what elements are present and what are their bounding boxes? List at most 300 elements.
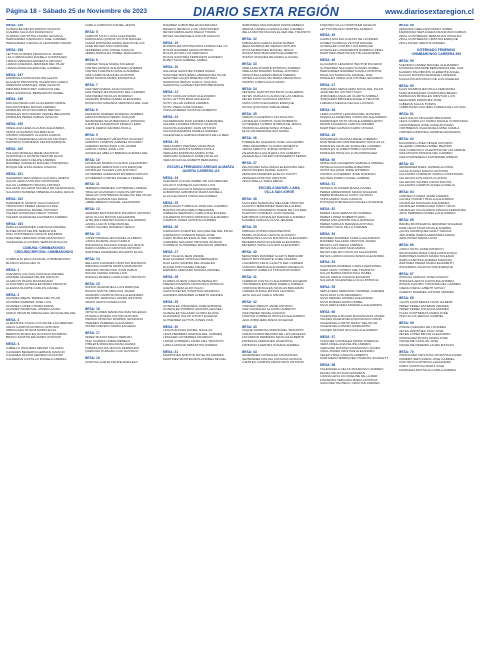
mesa-number: MESA: 31 xyxy=(163,349,179,354)
mesa-number: MESA: 41 xyxy=(241,275,257,280)
voter-name: MELLA MAYOR MACIAS ELCER DEL TRANSITO xyxy=(241,31,311,35)
mesa-number: MESA: 43 xyxy=(241,324,257,329)
voter-name: GONZALEZ VALDES LUIS ANTONIO xyxy=(84,169,137,173)
mesa-number: MESA: 66 xyxy=(398,243,414,248)
mesa-number: MESA: 68 xyxy=(398,296,414,301)
voter-name: GUAJARDO SALAZ JUDITH EUGENIA xyxy=(163,315,218,319)
voter-name: MORALES ARAYA CAROLINA ANDREA xyxy=(398,279,455,283)
voter-name: OSORIO GUTIERREZ JOSE RODRIGO xyxy=(320,172,376,176)
voter-name: VALENZUELA LUCERO SEBASTIAN ELIAS xyxy=(6,240,68,244)
voter-name: VERA PARRY PERSIDA VALENTINA xyxy=(163,144,215,148)
mesa-block xyxy=(85,208,161,229)
voter-name: GARRIDO RIBARREN ALBERTO ANDRES xyxy=(163,293,223,297)
voter-name: DIAZ MUÑOZ ROSANA DEL CARMEN xyxy=(398,152,453,156)
voter-name: FUENTES ALAVERDIAN FRANCO ERIC xyxy=(84,123,142,127)
voter-name: AGURTO HERNANDEZ MARCELA ALENA xyxy=(241,205,302,209)
voter-name: LILLO ARRIAGADA DANIELA CONSTANZA xyxy=(6,56,67,60)
voter-name: TRONCOSO MIRANDA VERONICA DEL CAR xyxy=(84,102,149,106)
section-heading-block xyxy=(399,49,475,57)
voter-name: TAPIA RAMIREZ CRISTIAN ALBERTO xyxy=(163,109,217,113)
voter-name: VERGARA ORELLANA MARIA ISABEL xyxy=(398,27,453,31)
mesa-block xyxy=(399,219,475,240)
voter-name: VALENZUELA ORTIZ JENNY DEL PILAR xyxy=(320,321,378,325)
voter-name: LEPIJANDE PARRA FERNANDA MARIA xyxy=(398,233,455,237)
voter-name: GUZMAN CRYSTHALI IMARA GIOVANA xyxy=(6,34,63,38)
mesa-block xyxy=(6,74,82,95)
mesa-number: MESA: 18 xyxy=(84,356,100,361)
voter-name: VALENZUELA AGUILERA LUIS ALBERTO xyxy=(241,151,301,155)
mesa-number: MESA: 55 xyxy=(320,285,336,290)
mesa-number: MESA: 11 xyxy=(84,182,100,187)
mesa-number: MESA: 2 xyxy=(6,292,20,297)
voter-name: VIDAL CONTRERAS SEBASTIAN OSVALDO xyxy=(398,34,462,38)
mesa-block xyxy=(163,226,239,247)
voter-name: GONZALEZ ABELLO BRENDA AURORA DEL xyxy=(84,151,149,155)
voter-name: REYES VARGAS CLAUDIA DE LAS MERCE xyxy=(241,94,304,98)
voter-name: GALAZ CORNEJO VALENTINA SCARLET xyxy=(84,137,144,141)
voter-name: LEPE PAVEZ MARIA LUISA xyxy=(398,237,438,241)
voter-name: DIAZ GONZALEZ CLAUDIO ALBERTO xyxy=(241,308,296,312)
voter-name: SANCHEZ PACHECO CRISTIAN ANDRES xyxy=(320,382,380,386)
voter-name: GONZALEZ SALAZAR GLORIA ELIANA xyxy=(163,311,219,315)
voter-name: MIRANDA PINOCHET CAROLINA DEL xyxy=(6,88,61,91)
mesa-number: MESA: 158 xyxy=(6,97,24,102)
mesa-number: MESA: 58 xyxy=(398,24,414,27)
voter-name: BARRAGAN MORALES CRISTIAN LUIS xyxy=(398,95,455,99)
mesa-block xyxy=(6,123,82,144)
voter-name: SAAVEDRA RAMIREZ CAMILA FERNANDA xyxy=(320,265,382,269)
voter-name: GARRIDO BASCUÑAN LUIS JAVIER xyxy=(84,144,137,148)
mesa-block xyxy=(85,183,161,204)
column-4 xyxy=(242,24,318,666)
mesa-block xyxy=(242,88,318,109)
mesa-number: MESA: 46 xyxy=(320,58,336,63)
voter-name: HERNANDEZ RAMIREZ CAMILA CRISTINA xyxy=(320,70,382,74)
voter-name: LORCA DUARTE JUAN CAMILO xyxy=(84,240,131,244)
voter-name: NAVARRO VERDUGO JAVIER ANTONIO xyxy=(84,297,143,301)
voter-name: CORREA TAGLE MARIA SOLEDAD xyxy=(84,63,135,67)
voter-name: VIDAL CONTRERAS CRISTIAN ENRIQUE xyxy=(398,38,458,42)
voter-list-columns xyxy=(6,24,474,666)
voter-name: LIZANA QUEZADA JENIFFER DEL PILAR xyxy=(6,63,65,67)
mesa-block xyxy=(163,141,239,162)
voter-name: MORALES AGUILAR SONIA DEL CARMEN xyxy=(320,144,381,148)
voter-name: ALCANTARA GONZALEZ MARIA FRANCIA xyxy=(6,283,67,287)
voter-name: VALDES VALENZUELA ESTEBAN ANDRES xyxy=(6,215,68,219)
voter-name: DIAZ SEPULVEDA JUAN IGNACIO xyxy=(84,87,134,91)
voter-name: CARO MORALES ESGLIO DEL CARMEN xyxy=(163,237,222,241)
voter-name: ALIAS MANRIQUEZ PAULA FERNANDA xyxy=(398,88,456,92)
voter-name: RAMIREZ ARAYA FELIPE ANDRES xyxy=(6,158,56,162)
voter-name: PORRAS ROJAS MATIAS FERNANDO xyxy=(84,346,140,350)
mesa-number: MESA: 157 xyxy=(6,72,24,77)
voter-name: CACERES MUÑOZ GERMAN ALFONSO xyxy=(6,354,64,358)
voter-name: GUTIERREZ OVIEDO ROMINA DE JESUS xyxy=(241,123,302,127)
voter-name: DIAZ PEREZ NICOLAS RODRIGO xyxy=(84,94,133,98)
voter-name: ROJAS RAMIREZ MARIA PATRICIA xyxy=(163,48,214,52)
voter-name: LOPAR CORDERO JANET DEL TRANSITO xyxy=(163,340,224,344)
mesa-number: MESA: 20 xyxy=(163,65,179,70)
mesa-block xyxy=(399,163,475,188)
mesa-block xyxy=(163,301,239,322)
voter-name: VALENZUELA TOLEDO MONSERRAT FERNA xyxy=(241,155,307,159)
voter-name: ARRIAGADA QUIROZ VICTOR MANUEL xyxy=(84,38,142,42)
voter-name: ARRIAGA COPPA DIANA BEATRIZ xyxy=(241,230,291,234)
voter-name: RUBIO CRISTOSA MARIA JOSE xyxy=(398,365,445,368)
mesa-block xyxy=(6,223,82,244)
voter-name: CABELLO PEQUEÑA MIRIAM YOLANDA xyxy=(6,347,64,351)
voter-name: ALBORNOZ GONZALEZ MARCELA ANDREA xyxy=(241,215,306,219)
voter-name: LAGOS CONTRERAS HANS GILBERT xyxy=(398,301,453,305)
mesa-number: MESA: 7 xyxy=(84,83,98,88)
mesa-block xyxy=(320,24,396,31)
voter-name: BRAVO BUSTAMANTE LORE VALERIA xyxy=(241,258,297,262)
mesa-number: MESA: 67 xyxy=(398,271,414,276)
mesa-number: MESA: 160 xyxy=(6,147,24,152)
voter-name: CORNEJO MIRANDA JAZMINE FERNANDA xyxy=(398,130,461,134)
mesa-block xyxy=(6,49,82,70)
voter-name: BLANCO ESCALADA 70 xyxy=(6,261,41,265)
voter-name: MEZA SANDOVAL BERNARDITA ISABEL xyxy=(6,91,64,95)
mesa-block xyxy=(163,42,239,63)
voter-name: LEIVA HERRERA MARISOLDEL CARMEN xyxy=(163,332,223,336)
voter-name: LIZANA VERGARA ERNESTO ARTURO xyxy=(6,59,62,63)
voter-name: ROJAS SANCHEZ FERNANDO ALFREDO xyxy=(163,55,223,59)
mesa-number: MESA: 39 xyxy=(241,225,257,230)
voter-name: PEREZ LEIVA SEBASTIAN ANDRES xyxy=(320,211,372,215)
mesa-number: MESA: 27 xyxy=(163,250,179,255)
mesa-number: MESA: 48 xyxy=(320,107,336,112)
mesa-block xyxy=(163,276,239,297)
section-heading-block xyxy=(6,247,82,255)
voter-name: LOBOS VALDES RODRIGO JESUS xyxy=(84,226,135,230)
voter-name: CARRASCO VIVEROS MARIA JOSE xyxy=(163,233,215,237)
voter-name: GUERRA SALJUAN FRANCISCO xyxy=(6,31,53,35)
mesa-number: MESA: 15 xyxy=(84,281,100,286)
voter-name: CABEZAS SERRANO CAMILA MAGDALENA xyxy=(163,212,227,216)
voter-name: VALDES ALVAREZ FRANCO IGNACIO xyxy=(163,123,218,127)
voter-name: ORELLANA CALDERON MARCELA ANDREA xyxy=(320,162,384,166)
mesa-number: MESA: 56 xyxy=(320,310,336,315)
voter-name: NAVARRO BARRA ISABEL ALEJANDRA xyxy=(84,98,142,102)
voter-name: GONZALEZ MORAN CLAUDIO ALEJANDRO xyxy=(84,162,148,166)
voter-name: HIDALGO SANDOVAL MANUEL NOE xyxy=(320,73,373,77)
voter-name: CORREA ZUÑIGA MATIAS ALFONSO xyxy=(241,290,295,294)
mesa-block xyxy=(163,326,239,347)
voter-name: MUÑOZ DIAZ MARGARITA ELIZABETH xyxy=(241,52,298,56)
voter-name: PEREZ LOPEZ ROBERTO ERIC xyxy=(320,215,366,219)
voter-name: MALDONADO BAEZ CARLA FRANCISCA xyxy=(398,251,458,255)
voter-name: CARRERA SALAZAR CRISTIAN IGNACIO xyxy=(163,240,223,244)
voter-name: ACEVEDO GOMEZ MANUEL ALEJANDRO xyxy=(398,63,459,67)
mesa-block xyxy=(242,198,318,223)
voter-name: REYES DEL RIO NICOLAS ALEJANDRO xyxy=(320,251,378,254)
mesa-block xyxy=(85,24,161,28)
mesa-block xyxy=(399,322,475,347)
voter-name: ARIAS CAMPOS PATRICIO ANTONIO xyxy=(6,325,60,329)
mesa-block xyxy=(320,286,396,307)
voter-name: JORQUERA BRIONES ANGELO HECTOR xyxy=(320,98,380,102)
voter-name: DIAZ PEREZ MAXIMILIANO DEL CARMEN xyxy=(84,91,145,95)
voter-name: ORELLANA LEMA CLAUDIA ALEJANDRA xyxy=(6,127,65,131)
voter-name: RAMIREZ LOBOS BELEN ESTEFANIA xyxy=(163,24,218,27)
voter-name: SERRANO MORALES JOSE IGNACIO xyxy=(6,84,61,88)
voter-name: ORELLANA PARAMO DANIEL ANTONIO xyxy=(241,70,299,74)
voter-name: SALINAS PARDO ANGEL GABRIEL xyxy=(320,176,371,180)
mesa-number: MESA: 9 xyxy=(84,132,98,137)
voter-name: SOTO CATALAN DAVID ALEJANDRO xyxy=(163,94,216,98)
voter-name: RODRIGUEZ MONTECINOS NORMA DEL CA xyxy=(163,45,228,49)
voter-name: AZAR MANRIQUEZ CONSTANZA BELEN xyxy=(398,91,457,95)
voter-name: DONOSO CORNEJO NICOLAS ALEJANDRO xyxy=(241,315,305,319)
voter-name: VERGARA ESPINOZA MARIA JOSE xyxy=(163,151,214,155)
mesa-block xyxy=(242,38,318,59)
voter-name: GONZALEZ CASTRO LUIS ENRIQUE xyxy=(320,45,374,49)
voter-name: LAGOS MANRIQUEZ LESLY ORIANA xyxy=(398,230,452,234)
voter-name: MORALES GUARDIO PABLO ANTONIO xyxy=(320,148,377,152)
voter-name: HIDALGO CONTRERAS ANGELICA DEL PILAR xyxy=(84,194,152,198)
mesa-block xyxy=(85,134,161,155)
voter-name: FUENTES CAMPOS FRANCISCO ANTONIO xyxy=(241,361,305,365)
mesa-block xyxy=(85,283,161,304)
voter-name: MELLADO FAUNDEZ CRISTIAN MAURICIO xyxy=(84,261,147,265)
mesa-block xyxy=(320,84,396,105)
voter-name: SALAS URZUA CARLOS EUGENIO xyxy=(320,275,371,279)
voter-name: ACEVEDO CALIXAS CATALINA ANDREA xyxy=(6,272,64,276)
voter-name: RETAMAL SANTOS PATRICIO GUILLERMO xyxy=(241,91,304,95)
mesa-block xyxy=(85,159,161,180)
voter-name: GAETE CERDA SANDRA PAOLA xyxy=(84,126,132,130)
voter-name: SANDOVAL GUZMAN BAYRON BENJAMIN xyxy=(163,84,224,88)
voter-name: CONTRERAS VALENZUELA MINA CAMILA xyxy=(398,127,460,131)
voter-name: TORREALBA QUEZADA JOSE GUILLERMO xyxy=(241,141,304,145)
mesa-block xyxy=(242,301,318,322)
voter-name: MORALES HIDALGO LUIS RODRIGUEZ xyxy=(320,151,378,155)
voter-name: LORCA SOTO JAIME PATRICIO xyxy=(398,247,444,251)
voter-name: MIRANDA TRONCOSO JUAN PABLO xyxy=(84,268,138,272)
voter-name: SAAVEDRA SEPULVEDA CLAUDIA LORETO xyxy=(6,176,70,180)
voter-name: RODRIGUEZ ROJAS MARIA JOSE xyxy=(398,336,448,340)
voter-name: FIGUEROA VERGARA MARIA CRISTINA xyxy=(320,378,378,382)
mesa-block xyxy=(85,59,161,80)
voter-name: FLORES DURAN CARLOS REINALDO xyxy=(163,279,218,283)
voter-name: QUIROGA GAETE FELIPE MARCELO xyxy=(84,360,138,364)
voter-name: AMIGO INFANTE ARRIAGADA JACQUELINE DEL xyxy=(6,311,77,315)
voter-name: VERA ROJAS ELIZABETH BERNARDA xyxy=(163,158,219,162)
voter-name: CACERES BECERRA GERMAN IGNACIO xyxy=(6,350,65,354)
voter-name: ROJAS QUINTANA JORGE RENE xyxy=(241,105,290,109)
voter-name: MUÑOZ VASQUEZ DE MARIA LUCIANA xyxy=(241,55,299,59)
voter-name: FERNANDEZ GONZALEZ CONSTANZA xyxy=(241,354,298,358)
voter-name: PIÑA CONTRERAS CARLOS ESTEBAN xyxy=(6,233,63,237)
voter-name: MARDONES SOTO NICOLE ANDRES ERTO xyxy=(320,119,383,123)
voter-name: REYES LUIS DIEGO ANDRES xyxy=(320,243,363,247)
mesa-block xyxy=(242,24,318,35)
voter-name: ALVAREZ LOPEZ CHIARA MARIA xyxy=(6,304,54,308)
mesa-block xyxy=(6,198,82,219)
voter-name: SANCHEZ LAGOS BRENDA ANTONIA xyxy=(163,77,218,81)
mesa-block xyxy=(320,261,396,282)
voter-name: LIZANA LAGOS JOSE MANUEL xyxy=(84,222,130,226)
voter-name: LEIVA OLLOA MATIAS ALEJANDRO xyxy=(84,215,136,219)
voter-name: VASQUEZ GONZALEZ MARIA JOSEFINA xyxy=(320,339,379,343)
voter-name: MARDONES NORTON NAYELITA ANDRES xyxy=(163,354,224,358)
voter-name: PEREZ MILLAHRATE RAUL ENRIQUE xyxy=(320,219,375,223)
voter-name: ORTEGA ALGOLLOR MARIA FRANCISCA xyxy=(241,77,301,81)
voter-name: LORCA MUÑOZ SEBASTIAN ANDRES xyxy=(163,343,218,347)
voter-name: ROJAS ROJAS LUZ VERONICA xyxy=(163,52,209,56)
voter-name: GONZALEZ VILLANUEVA IGNACIA FERNANDA xyxy=(398,208,467,212)
voter-name: CESPEDES AIVA JORGE CARLOS xyxy=(84,48,134,52)
voter-name: BECERRA TAPIA CLAUDIO ALEJANDRO xyxy=(241,244,300,248)
mesa-number: MESA: 28 xyxy=(163,275,179,280)
section-heading-block xyxy=(242,187,318,195)
mesa-block xyxy=(399,60,475,81)
voter-name: COMPLEJO EDUCACIONAL CHIMBARONGO xyxy=(6,258,71,262)
voter-name: ALVAREZ VARGAS OLIVIA JEANINE xyxy=(241,219,294,223)
voter-name: RIQUELME CATALAN JOSE xyxy=(398,340,439,344)
mesa-number: MESA: 12 xyxy=(84,207,100,212)
voter-name: FARFAN CALDERON LUIS PAULINO xyxy=(241,116,294,120)
voter-name: RAMIREZ CORNEJO MANUEL HORTENSIA xyxy=(6,162,69,166)
voter-name: NAVARRO CAMPOS PAOLA ALEJANDRA xyxy=(84,293,144,297)
voter-name: SALDAÑO RAMIREZ NIBEDELIA MARIA JESUS xyxy=(6,190,74,194)
voter-name: PACHECO CARDENAS FELIPE ENRIQUE xyxy=(6,141,66,145)
voter-name: CORNEJO NUÑEZ JAIME ANDRES xyxy=(398,194,449,198)
voter-name: LOPEZ PARRAGUEZ DANIEL ALFREDO xyxy=(84,236,142,240)
voter-name: PONIQUE PUENZALIDA ANGELA SOLEDAD xyxy=(320,201,384,205)
voter-name: HERNANDEZ CARRASCO JOEL CARMEN xyxy=(6,38,67,42)
voter-name: RODRIGUEZ CRISTOSA JONATHAN ALFER xyxy=(398,354,462,358)
voter-name: BENAVIDES MARTINEZ JOSE xyxy=(398,98,442,102)
voter-name: DUQUE PINO DANIEL ISRAEL xyxy=(163,265,207,269)
mesa-number: MESA: 69 xyxy=(398,321,414,326)
mesa-block xyxy=(320,364,396,385)
voter-name: MADRIAGA MUÑOZ FELIPE ALEXIS xyxy=(6,77,58,81)
mesa-block xyxy=(399,24,475,45)
voter-name: MONARDES VALDIVIA NINI ENRIQUE xyxy=(398,265,453,269)
mesa-block xyxy=(242,63,318,84)
voter-name: GUTIERREZ CORTES DANIELA TERESA xyxy=(84,176,144,180)
mesa-number: MESA: 23 xyxy=(163,139,179,144)
voter-name: GONZALEZ REYES MARCO IGNACIO xyxy=(6,27,61,31)
voter-name: ADASME ALVAREZ FELIPE IGNACIO xyxy=(6,276,59,280)
voter-name: MARIN FUENTES ANDREA MARIANA xyxy=(398,258,453,262)
website-link[interactable]: www.diariosextaregion.cl xyxy=(385,7,474,16)
voter-name: BARRANTES LAGOS MAURICIO ALEJANDRO xyxy=(241,237,308,241)
voter-name: PAVEZ MUÑOZ MARIA FRANCISCA xyxy=(84,77,136,81)
voter-name: CORNEJO GUTIERREZ MAURICIO ANDRES xyxy=(163,244,227,248)
voter-name: ORTIZ SALAZAR JAIME ESTEBAN xyxy=(320,169,370,173)
mesa-number: MESA: 40 xyxy=(241,250,257,255)
voter-name: VIDAL PARRA CRISTIAN ALEJANDRO xyxy=(320,350,375,354)
mesa-block xyxy=(6,319,82,340)
mesa-block xyxy=(320,336,396,361)
voter-name: MOLINA PEÑOLOZA GUILLERMO ANIBAL xyxy=(6,102,67,106)
voter-name: ALLIN LECAROS CAROLINA ANDREA xyxy=(163,194,218,198)
mesa-block xyxy=(163,24,239,38)
voter-name: SALAS LAMBERTO BIANCA ANTONIA xyxy=(6,183,61,187)
voter-name: VERGARA DONOSO FRANCISCO JAVIER xyxy=(320,346,381,350)
column-2 xyxy=(85,24,161,666)
voter-name: VIDAS MIELLA TANIA MEDIA xyxy=(241,180,283,184)
voter-name: MORALES SOTO EDUARDO NEFTALI xyxy=(6,109,61,113)
mesa-block xyxy=(399,273,475,294)
voter-name: MORALES SOLORZANO ISMAEL BENJAMIN xyxy=(6,112,71,116)
voter-name: CARREÑO CASTILLO ALEJANDRO EUGENIO xyxy=(241,279,308,283)
voter-name: ARRIAGADA GARCIA DAVID RUBEN xyxy=(241,41,294,45)
voter-name: GONZALEZ LAVANDEROS RODRIGO PEÑA xyxy=(320,48,384,52)
voter-name: CALDERON POVEDA RODRIGO ALEJANDRO xyxy=(163,215,229,219)
voter-name: SARMIENTO MUÑOZ JUAN IGNACIO xyxy=(6,201,60,205)
mesa-block xyxy=(85,357,161,364)
mesa-block xyxy=(242,162,318,183)
voter-name: REVECO REVECO LUIS CRISTOPHER xyxy=(163,27,219,31)
voter-name: ARRIAGADA MUÑOZ MARIA ELISA xyxy=(6,329,57,333)
voter-name: ORTEGA ALIAGA EMELIA BEATRIZ xyxy=(320,165,371,169)
voter-name: LEYTON CORTES FRANCISCO JAVIER xyxy=(6,52,63,56)
voter-name: MARDONES MALDONADO MARIA REBECA xyxy=(241,24,305,27)
voter-name: RAMIREZ SALAZAR CRISTIAN JAVIER xyxy=(320,240,376,244)
voter-name: MARTINEZ PEREZ MARIA ELIZABETH xyxy=(398,262,454,266)
mesa-block xyxy=(6,343,82,361)
voter-name: GALVEZ OVANDY PAULA ALEJANDRA xyxy=(398,198,454,202)
voter-name: ESCANDON HERRERA NICOLAS ALBERTO xyxy=(241,336,305,340)
voter-name: CONTRERAS ESCOBAR PAMELA ANDREA xyxy=(241,283,304,287)
voter-name: LIZANA RAMA ZULEMA DEL CARMEN xyxy=(6,66,61,70)
voter-name: VELEZ VIDAL CARLOS ALBERTO xyxy=(320,353,369,357)
voter-name: HERRERA PAREDES CATHERINE LORENA xyxy=(84,187,147,191)
voter-name: FUENTES VILLA CRISTOFER IGNACIO xyxy=(320,24,377,27)
voter-name: SOTO VIERA JOSE RAFAEL xyxy=(163,105,204,109)
voter-name: CONSTRERAS JOSE JOAQUIN DAVID xyxy=(398,123,454,127)
voter-name: ROQUE ME LISSA MARIA IGNACIA xyxy=(6,166,57,170)
voter-name: CALDERON CELIS GLADYS DEL CARMEN xyxy=(241,261,303,265)
mesa-number: MESA: 33 xyxy=(241,61,257,66)
voter-name: MOLINA PIÑEDA MATIAS ANDRES xyxy=(6,105,56,109)
mesa-block xyxy=(242,137,318,158)
mesa-number: MESA: 5 xyxy=(84,29,98,34)
voter-name: QUEROGA HUMAIDA LUIS GUSTAVO xyxy=(84,350,139,354)
mesa-number: MESA: 155 xyxy=(6,24,24,27)
voter-name: CORTES FUENTES NATALIA ANDREA xyxy=(84,70,140,74)
voter-name: BASTOS ROJAS PABLO BENJAMIN xyxy=(163,208,215,212)
voter-name: LEIVA GALAZ CARLA IVANNA xyxy=(241,293,285,297)
voter-name: MONTENEGRO MONTENEGRO NICOLAS AL xyxy=(320,141,385,145)
mesa-block xyxy=(85,308,161,329)
voter-name: CERDA MORALES ISABEL MARGARITA xyxy=(84,52,142,56)
voter-name: CALDERON CASTILLO DANIELA ANDREA xyxy=(6,357,67,361)
voter-name: GUAJARDO LESAMCO HECTOR RICARDO xyxy=(320,63,383,67)
voter-name: ESPINOZA JIMENEZ RODRIGO ANDRES xyxy=(84,112,144,116)
section-heading: INTERNADO FEMENINO CHIMBARONGO CARRERA 350 xyxy=(411,47,461,56)
mesa-number: MESA: 163 xyxy=(6,221,24,226)
mesa-number: MESA: 57 xyxy=(320,334,336,339)
voter-name: ORIGOTELA LEIMAN BRIAN ANDRES xyxy=(241,73,296,77)
voter-name: AHUMADA CHAMORRO NOEMI DE LAS MER xyxy=(241,208,307,212)
voter-name: OJEDA OJEDA LIZBETH NATALY xyxy=(398,286,446,290)
voter-name: OPAZO ARAYA DANIELA PAZ xyxy=(84,300,127,304)
mesa-block xyxy=(85,258,161,279)
page-date: Página 18 - Sábado 25 de Noviembre de 2023 xyxy=(6,8,148,15)
voter-name: SAEZ LEON YOHNNY DEL TRANSITO xyxy=(320,268,375,272)
voter-name: FERNANDEZ BAEZ JAVIERA ALONSO xyxy=(398,166,454,170)
mesa-number: MESA: 70 xyxy=(398,349,414,354)
voter-name: GARCIA REYES JONATHAN MAURICIO xyxy=(163,290,220,294)
mesa-number: MESA: 60 xyxy=(398,83,414,88)
voter-name: REYES SALGADO MAIA MARIA xyxy=(320,247,366,251)
voter-name: IBARRA MOSTEGROA JENNIFER SOLEDAD xyxy=(398,223,463,227)
